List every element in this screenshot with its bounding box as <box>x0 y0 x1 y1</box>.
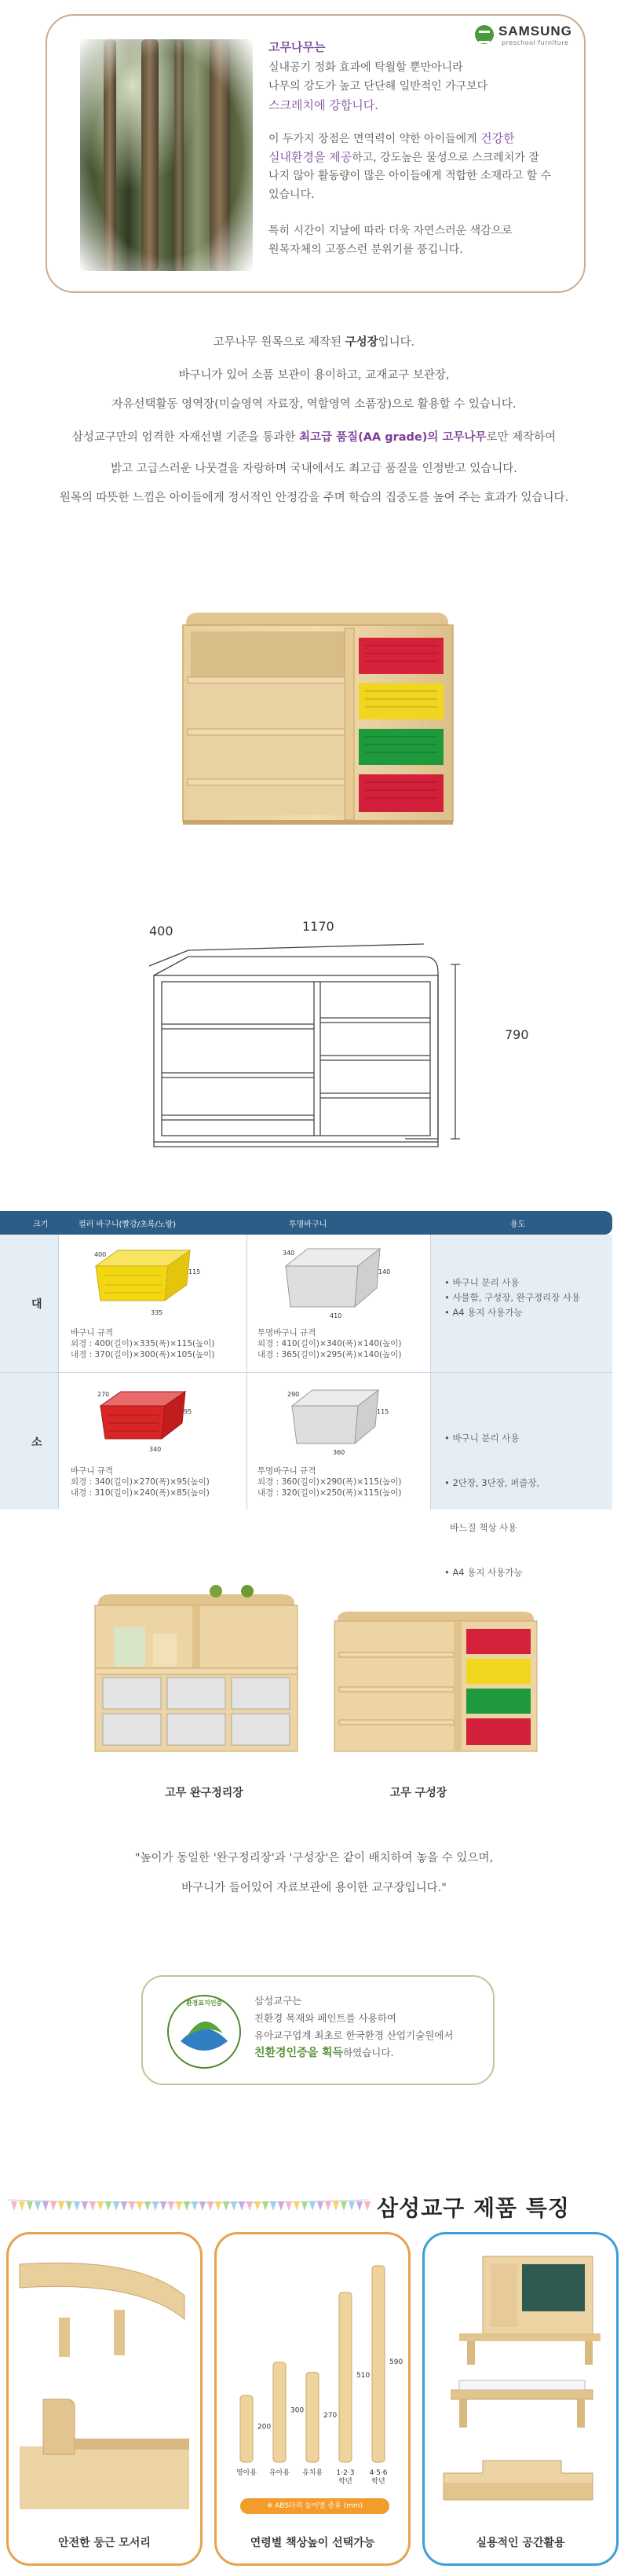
table-leg-age-label: 1·2·3 <box>336 2469 355 2477</box>
space-use-photo <box>436 2249 608 2516</box>
rounded-corner-photo <box>20 2399 189 2517</box>
products-quote-2: 바구니가 들어있어 자료보관에 용이한 교구장입니다." <box>181 1882 447 1894</box>
samsung-leaf-icon <box>475 25 494 44</box>
red-basket <box>359 638 444 674</box>
intro-title: 고무나무는 <box>268 40 326 54</box>
usage-large: • 바구니 분리 사용 • 사물함, 구성장, 완구정리장 사용 • A4 용지 사용가능 <box>444 1277 581 1318</box>
yellow-basket-large <box>86 1244 201 1319</box>
intro-p3-line2: 원목자체의 고풍스런 분위기를 풍깁니다. <box>268 243 463 256</box>
eco-line-4: 친환경인증을 획득하였습니다. <box>254 2047 394 2059</box>
desc-line-6: 원목의 따뜻한 느낌은 아이들에게 정서적인 안정감을 주며 학습의 집중도를 높여 주는 효과가 있습니다. <box>59 492 569 504</box>
legs-unit-note: ※ ABS다리 높이별 종류 (mm) <box>240 2498 389 2514</box>
dim-depth: 400 <box>149 924 173 939</box>
caption-rounded-corner: 안전한 둥근 모서리 <box>58 2537 151 2549</box>
intro-p3-line1: 특히 시간이 지날에 따라 더욱 자연스러운 색감으로 <box>268 225 513 237</box>
eco-line-1: 삼성교구는 <box>254 1995 302 2007</box>
dim-label: 340 <box>149 1446 162 1453</box>
dim-label: 335 <box>151 1309 163 1316</box>
brand-name: SAMSUNG <box>498 24 572 38</box>
yellow-basket <box>359 683 444 719</box>
size-small: 소 <box>31 1436 42 1449</box>
clear-basket-small <box>281 1381 391 1458</box>
intro-p2-line3: 나지 않아 활동량이 많은 아이들에게 적합한 소재라고 할 수 <box>268 170 552 182</box>
desc-line-5: 밝고 고급스러운 나뭇결을 자랑하며 국내에서도 최고급 품질을 인정받고 있습니다. <box>111 463 517 475</box>
eco-line-2: 친환경 목재와 페인트를 사용하여 <box>254 2012 396 2024</box>
bunting-decoration <box>8 2195 369 2223</box>
color-spec-small: 바구니 규격 외경 : 340(길이)×270(폭)×95(높이) 내경 : 310(길이)×240(폭)×85(높이) <box>71 1466 210 1498</box>
basket-table-body <box>0 1235 612 1578</box>
clear-basket-large <box>275 1239 392 1321</box>
table-leg-height-label: 300 <box>290 2406 305 2415</box>
intro-p2-line4: 있습니다. <box>268 188 315 201</box>
intro-p2-line2: 실내환경을 제공하고, 강도높은 물성으로 스크레치가 잘 <box>268 150 539 164</box>
table-leg-bar <box>240 2395 253 2462</box>
color-spec-large: 바구니 규격 외경 : 400(길이)×335(폭)×115(높이) 내경 : 370(길이)×300(폭)×105(높이) <box>71 1328 215 1359</box>
table-leg-age-label: 학년 <box>371 2478 385 2486</box>
table-leg-height-label: 510 <box>356 2371 371 2380</box>
clear-spec-large: 투명바구니 규격 외경 : 410(길이)×340(폭)×140(높이) 내경 : 365(길이)×295(폭)×140(높이) <box>257 1328 402 1359</box>
cabinet-line-drawing <box>126 927 502 1154</box>
basket-table-header <box>0 1211 612 1235</box>
intro-card <box>46 14 586 293</box>
desc-line-1: 고무나무 원목으로 제작된 구성장입니다. <box>213 336 415 349</box>
green-basket <box>359 729 444 765</box>
eco-label-icon <box>165 1992 243 2071</box>
table-leg-age-label: 유아용 <box>268 2469 290 2477</box>
toy-organizer-photo <box>90 1586 302 1755</box>
eco-line-3: 유아교구업계 최초로 한국환경 산업기술원에서 <box>254 2029 454 2041</box>
table-leg-age-label: 영아용 <box>236 2469 257 2477</box>
th-clear-basket: 투명바구니 <box>289 1220 327 1229</box>
products-quote-1: "높이가 동일한 '완구정리장'과 '구성장'은 같이 배치하여 놓을 수 있으며, <box>134 1852 494 1864</box>
feature-card-rounded <box>6 2232 203 2566</box>
size-large: 대 <box>31 1298 42 1311</box>
intro-line-2: 나무의 강도가 높고 단단해 일반적인 가구보다 <box>268 80 488 93</box>
organizer-cabinet-photo <box>330 1605 542 1755</box>
samsung-logo <box>475 22 581 53</box>
feature-card-space <box>422 2232 619 2566</box>
table-leg-age-label: 4·5·6 <box>369 2469 388 2477</box>
dim-label: 340 <box>283 1250 295 1257</box>
dim-label: 360 <box>333 1449 345 1456</box>
caption-organizer-cabinet: 고무 구성장 <box>389 1787 447 1799</box>
caption-heights: 연령별 책상높이 선택가능 <box>250 2537 375 2549</box>
usage-small: • 바구니 분리 사용 • 2단장, 3단장, 퍼즐장, 바느질 책상 사용 • A4 용지 사용가능 <box>444 1433 540 1578</box>
forest-photo <box>80 39 253 271</box>
dim-label: 270 <box>97 1391 110 1398</box>
dim-label: 410 <box>330 1312 342 1319</box>
caption-toy-organizer: 고무 완구정리장 <box>165 1787 243 1799</box>
red-basket-small <box>91 1385 193 1456</box>
intro-p2-line1: 이 두가지 장점은 면역력이 약한 아이들에게 건강한 <box>268 131 515 145</box>
eco-badge-text: 환경표지인증 <box>185 2000 223 2007</box>
table-leg-age-label: 학년 <box>338 2478 352 2486</box>
desc-line-3: 자유선택활동 영역장(미술영역 자료장, 역할영역 소품장)으로 활용할 수 있습니다. <box>111 398 517 411</box>
table-leg-bar <box>339 2292 352 2462</box>
eco-card <box>141 1975 495 2085</box>
dim-label: 115 <box>377 1408 389 1415</box>
intro-line-1: 실내공기 정화 효과에 탁월할 뿐만아니라 <box>268 61 463 74</box>
caption-space: 실용적인 공간활용 <box>476 2537 565 2549</box>
rounded-table-photo <box>20 2249 189 2366</box>
brand-sub: preschool furniture <box>502 39 569 46</box>
dim-label: 290 <box>287 1391 300 1398</box>
intro-line-3: 스크레치에 강합니다. <box>268 98 378 112</box>
dim-label: 140 <box>378 1268 391 1275</box>
dim-label: 115 <box>188 1268 201 1275</box>
table-leg-bar <box>273 2362 286 2462</box>
th-color-basket: 컬러 바구니(빨강/초록/노랑) <box>78 1220 176 1229</box>
dim-height: 790 <box>505 1027 529 1042</box>
dim-label: 400 <box>94 1251 107 1258</box>
desc-line-2: 바구니가 있어 소품 보관이 용이하고, 교재교구 보관장, <box>178 369 450 382</box>
dim-label: 95 <box>184 1408 192 1415</box>
table-leg-bar <box>306 2373 319 2462</box>
table-leg-height-label: 270 <box>323 2411 338 2420</box>
clear-spec-small: 투명바구니 규격 외경 : 360(길이)×290(폭)×115(높이) 내경 : 320(길이)×250(폭)×115(높이) <box>257 1466 402 1498</box>
th-usage: 용도 <box>510 1220 526 1229</box>
features-title: 삼성교구 제품 특징 <box>377 2195 570 2221</box>
table-leg-height-label: 590 <box>389 2358 403 2366</box>
table-leg-bar <box>372 2266 385 2462</box>
feature-card-heights <box>214 2232 411 2566</box>
dim-width: 1170 <box>302 919 334 934</box>
table-leg-age-label: 유치용 <box>301 2469 323 2477</box>
cabinet-photo <box>177 605 459 832</box>
table-legs-chart <box>223 2245 403 2497</box>
red-basket-2 <box>359 774 444 812</box>
desc-line-4: 삼성교구만의 엄격한 자재선별 기준을 통과한 최고급 품질(AA grade)의 고무나무로만 제작하여 <box>71 431 557 444</box>
table-leg-height-label: 200 <box>257 2423 272 2431</box>
th-size: 크기 <box>33 1220 49 1229</box>
